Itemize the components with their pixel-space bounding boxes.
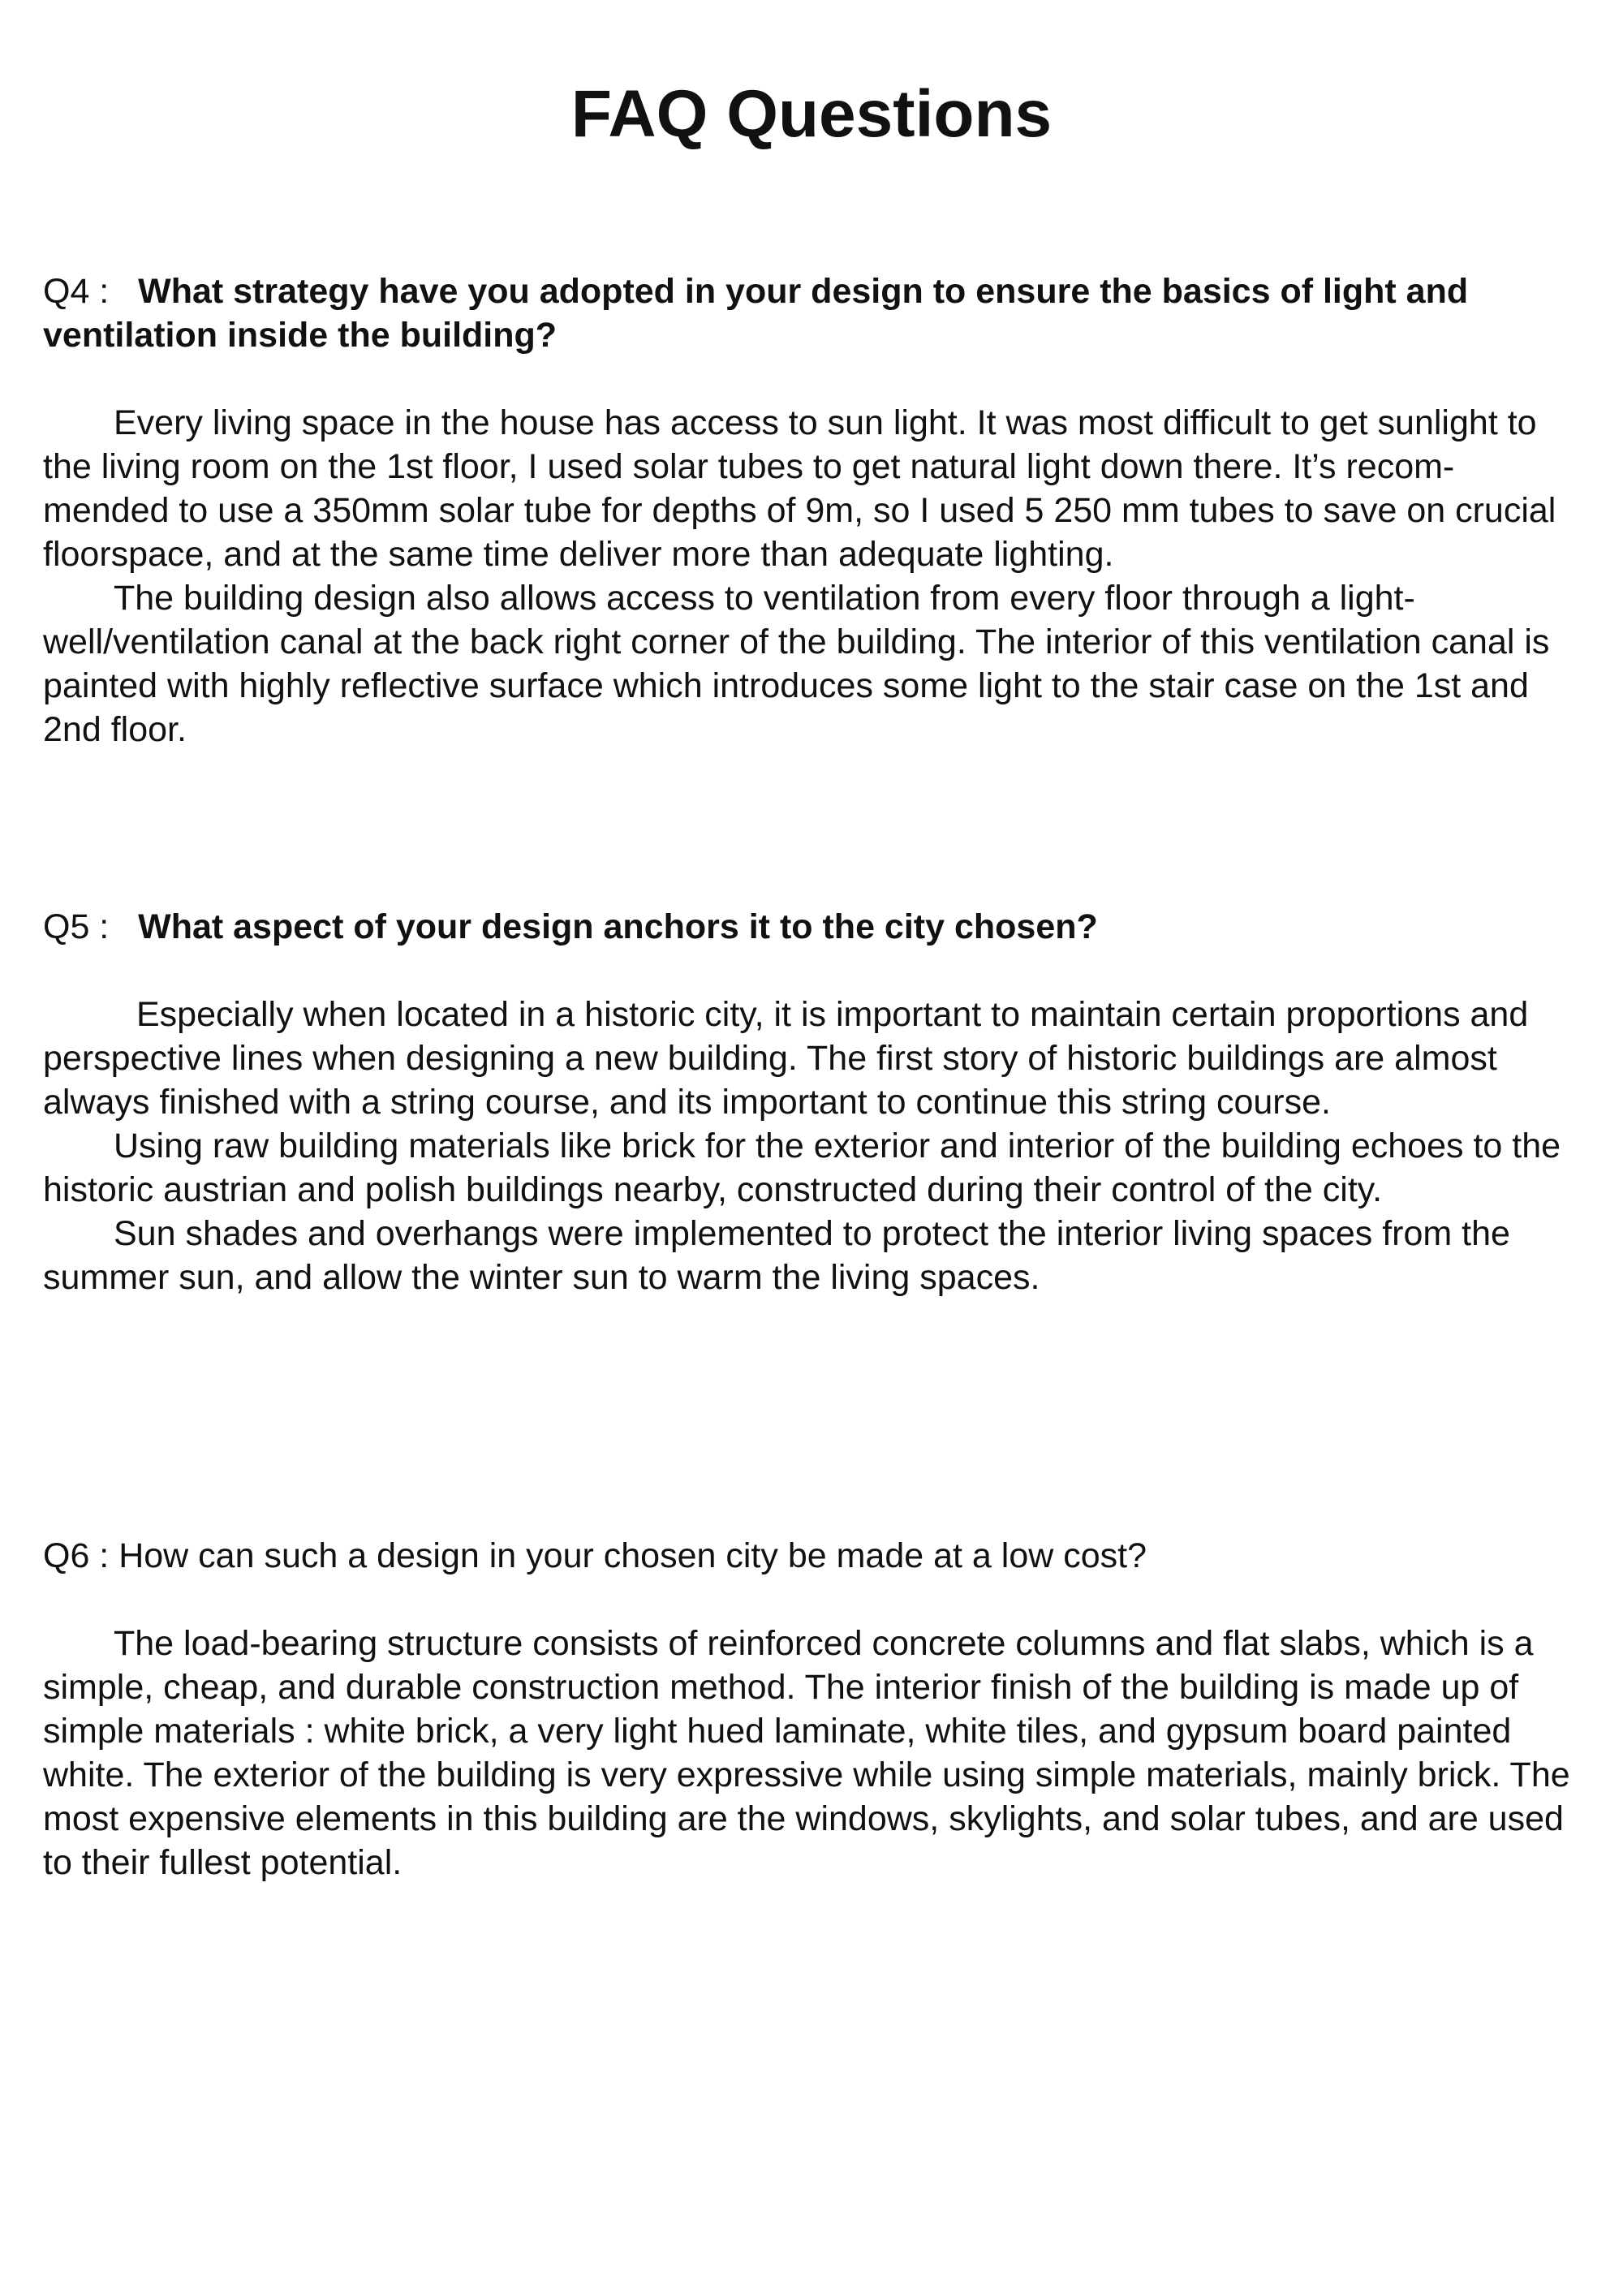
page-title: FAQ Questions (570, 77, 1053, 151)
question-number: Q4 : (43, 272, 110, 311)
answer-paragraph: Using raw building materials like brick for the exterior and interior of the building echoes to the historic austrian and polish buildings nearby, constructed during their control of the city. (43, 1126, 1561, 1209)
answer-q6 (43, 1622, 1577, 1885)
question-text: How can such a design in your chosen city be made at a low cost? (118, 1536, 1147, 1575)
faq-item-q6 (43, 1534, 1577, 1885)
answer-paragraph: Every living space in the house has access to sun light. It was most difficult to get sunlight to the living room on the 1st floor, I used solar tubes to get natural light down there. It’s recom-mended to use a 350mm solar tube for depths of 9m, so I used 5 250 mm tubes to save on crucial floorspace, and at the same time deliver more than adequate lighting. (43, 403, 1556, 574)
question-q4 (43, 269, 1577, 357)
question-number: Q6 : (43, 1536, 110, 1575)
question-number: Q5 : (43, 907, 110, 946)
question-q5 (43, 905, 1577, 949)
answer-paragraph: Especially when located in a historic city, it is important to maintain certain proportions and perspective lines when designing a new building. The first story of historic buildings are almost always finished with a string course, and its important to continue this string course. (43, 995, 1529, 1122)
answer-paragraph: The load-bearing structure consists of reinforced concrete columns and flat slabs, which is a simple, cheap, and durable construction method. The interior finish of the building is made up of simple materials : white brick, a very light hued laminate, white tiles, and gypsum board painted white. The exterior of the building is very expressive while using simple materials, mainly brick. The most expensive elements in this building are the windows, skylights, and solar tubes, and are used to their fullest potential. (43, 1624, 1570, 1882)
question-text: What strategy have you adopted in your design to ensure the basics of light and ventilation inside the building? (43, 272, 1469, 355)
answer-paragraph: Sun shades and overhangs were implemented to protect the interior living spaces from the summer sun, and allow the winter sun to warm the living spaces. (43, 1214, 1510, 1297)
faq-item-q4 (43, 269, 1577, 752)
answer-paragraph: The building design also allows access to ventilation from every floor through a light-well/ventilation canal at the back right corner of the building. The interior of this ventilation canal is painted with highly reflective surface which introduces some light to the stair case on the 1st and 2nd floor. (43, 579, 1550, 749)
faq-item-q5 (43, 905, 1577, 1299)
question-q6 (43, 1534, 1577, 1578)
answer-q4 (43, 401, 1577, 752)
question-text: What aspect of your design anchors it to the city chosen? (138, 907, 1098, 946)
answer-q5 (43, 993, 1577, 1299)
